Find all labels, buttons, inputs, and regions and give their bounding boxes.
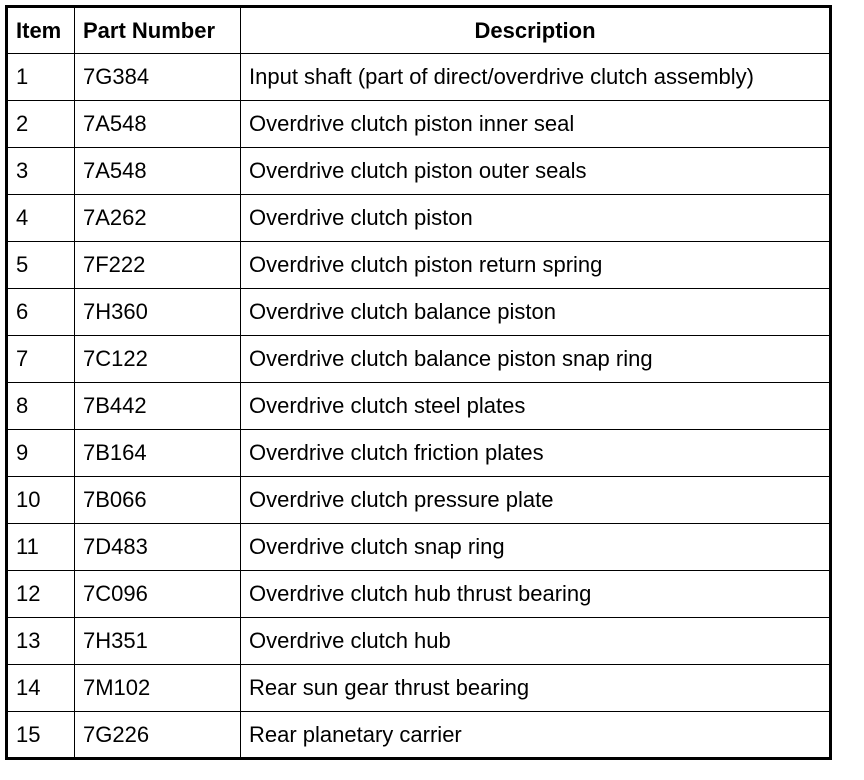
table-row (7, 195, 831, 242)
header-row (7, 7, 831, 54)
table-row (7, 665, 831, 712)
description-cell: Overdrive clutch snap ring (241, 524, 831, 571)
table-row (7, 148, 831, 195)
part-number-cell: 7H360 (75, 289, 241, 336)
item-cell: 6 (7, 289, 75, 336)
parts-table (5, 5, 832, 760)
part-number-cell: 7B066 (75, 477, 241, 524)
table-row (7, 712, 831, 759)
item-cell: 2 (7, 101, 75, 148)
table-row (7, 571, 831, 618)
part-number-cell: 7C122 (75, 336, 241, 383)
part-number-cell: 7H351 (75, 618, 241, 665)
part-number-cell: 7D483 (75, 524, 241, 571)
description-cell: Rear sun gear thrust bearing (241, 665, 831, 712)
description-cell: Overdrive clutch pressure plate (241, 477, 831, 524)
item-cell: 5 (7, 242, 75, 289)
table-row (7, 289, 831, 336)
description-cell: Overdrive clutch piston inner seal (241, 101, 831, 148)
part-number-cell: 7G226 (75, 712, 241, 759)
item-cell: 9 (7, 430, 75, 477)
description-cell: Input shaft (part of direct/overdrive clutch assembly) (241, 54, 831, 101)
part-number-cell: 7C096 (75, 571, 241, 618)
part-number-cell: 7B442 (75, 383, 241, 430)
part-number-cell: 7A548 (75, 101, 241, 148)
description-cell: Overdrive clutch balance piston snap ring (241, 336, 831, 383)
description-cell: Overdrive clutch balance piston (241, 289, 831, 336)
part-number-cell: 7B164 (75, 430, 241, 477)
header-part-number: Part Number (75, 7, 241, 54)
description-cell: Overdrive clutch friction plates (241, 430, 831, 477)
item-cell: 11 (7, 524, 75, 571)
item-cell: 14 (7, 665, 75, 712)
table-row (7, 524, 831, 571)
description-cell: Overdrive clutch piston outer seals (241, 148, 831, 195)
item-cell: 15 (7, 712, 75, 759)
table-row (7, 430, 831, 477)
table-row (7, 383, 831, 430)
table-row (7, 101, 831, 148)
part-number-cell: 7F222 (75, 242, 241, 289)
item-cell: 3 (7, 148, 75, 195)
part-number-cell: 7M102 (75, 665, 241, 712)
table-row (7, 477, 831, 524)
description-cell: Overdrive clutch piston return spring (241, 242, 831, 289)
part-number-cell: 7G384 (75, 54, 241, 101)
description-cell: Overdrive clutch hub (241, 618, 831, 665)
header-description: Description (241, 7, 831, 54)
header-item: Item (7, 7, 75, 54)
part-number-cell: 7A548 (75, 148, 241, 195)
table-row (7, 618, 831, 665)
item-cell: 10 (7, 477, 75, 524)
table-row (7, 54, 831, 101)
table-body (7, 54, 831, 759)
item-cell: 4 (7, 195, 75, 242)
part-number-cell: 7A262 (75, 195, 241, 242)
item-cell: 8 (7, 383, 75, 430)
description-cell: Rear planetary carrier (241, 712, 831, 759)
item-cell: 1 (7, 54, 75, 101)
item-cell: 7 (7, 336, 75, 383)
description-cell: Overdrive clutch hub thrust bearing (241, 571, 831, 618)
table-row (7, 336, 831, 383)
table-row (7, 242, 831, 289)
item-cell: 13 (7, 618, 75, 665)
description-cell: Overdrive clutch steel plates (241, 383, 831, 430)
description-cell: Overdrive clutch piston (241, 195, 831, 242)
item-cell: 12 (7, 571, 75, 618)
